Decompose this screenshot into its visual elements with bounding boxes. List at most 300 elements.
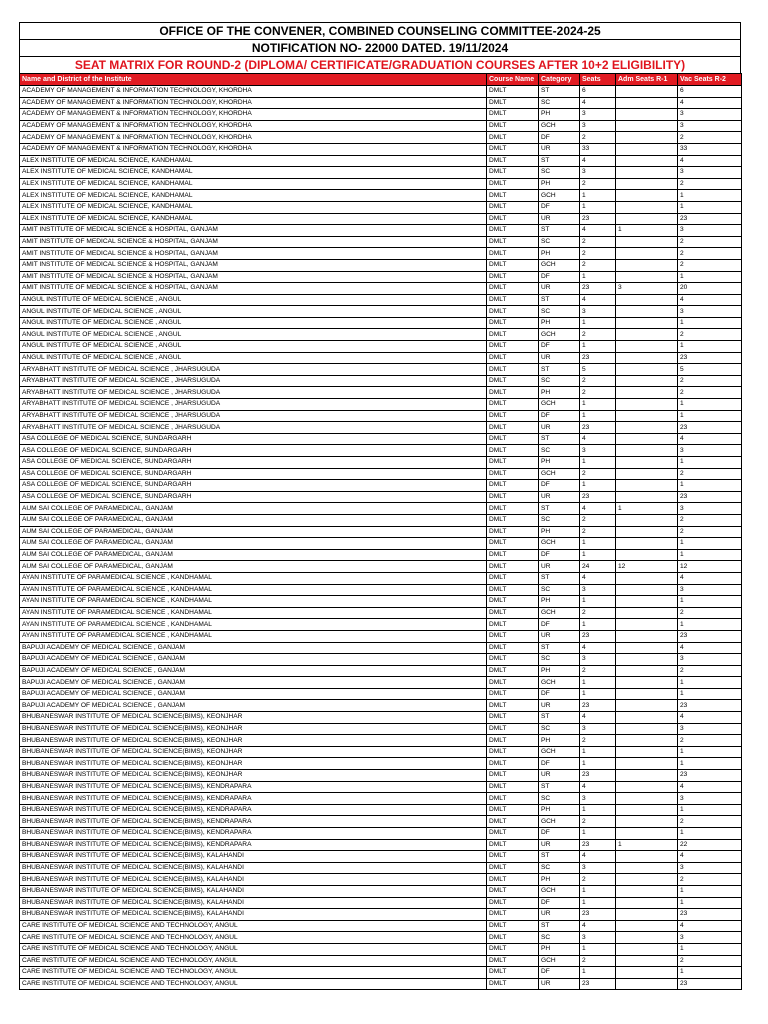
table-row xyxy=(20,746,742,758)
cell-vac-seats: 2 xyxy=(678,735,742,747)
cell-category: ST xyxy=(539,503,580,515)
cell-institute: BHUBANESWAR INSTITUTE OF MEDICAL SCIENCE(BIMS), KALAHANDI xyxy=(20,909,487,921)
cell-course: DMLT xyxy=(487,978,539,990)
cell-adm-seats xyxy=(616,630,678,642)
table-row xyxy=(20,271,742,283)
cell-seats: 23 xyxy=(580,700,616,712)
cell-course: DMLT xyxy=(487,816,539,828)
cell-category: UR xyxy=(539,839,580,851)
cell-category: UR xyxy=(539,909,580,921)
cell-category: UR xyxy=(539,213,580,225)
table-row xyxy=(20,630,742,642)
cell-category: SC xyxy=(539,514,580,526)
cell-adm-seats xyxy=(616,294,678,306)
cell-course: DMLT xyxy=(487,225,539,237)
cell-seats: 2 xyxy=(580,375,616,387)
cell-seats: 1 xyxy=(580,480,616,492)
cell-vac-seats: 3 xyxy=(678,793,742,805)
cell-adm-seats: 1 xyxy=(616,225,678,237)
cell-course: DMLT xyxy=(487,422,539,434)
cell-vac-seats: 4 xyxy=(678,781,742,793)
table-row xyxy=(20,410,742,422)
table-row xyxy=(20,561,742,573)
cell-seats: 2 xyxy=(580,132,616,144)
cell-course: DMLT xyxy=(487,885,539,897)
cell-institute: ASA COLLEGE OF MEDICAL SCIENCE, SUNDARGARH xyxy=(20,468,487,480)
cell-seats: 23 xyxy=(580,978,616,990)
cell-seats: 1 xyxy=(580,943,616,955)
cell-course: DMLT xyxy=(487,526,539,538)
cell-institute: BHUBANESWAR INSTITUTE OF MEDICAL SCIENCE(BIMS), KENDRAPARA xyxy=(20,828,487,840)
cell-course: DMLT xyxy=(487,294,539,306)
cell-institute: ASA COLLEGE OF MEDICAL SCIENCE, SUNDARGARH xyxy=(20,457,487,469)
cell-institute: ARYABHATT INSTITUTE OF MEDICAL SCIENCE , JHARSUGUDA xyxy=(20,399,487,411)
cell-vac-seats: 1 xyxy=(678,596,742,608)
table-row xyxy=(20,457,742,469)
cell-course: DMLT xyxy=(487,758,539,770)
cell-course: DMLT xyxy=(487,387,539,399)
cell-seats: 2 xyxy=(580,236,616,248)
cell-course: DMLT xyxy=(487,677,539,689)
cell-institute: BAPUJI ACADEMY OF MEDICAL SCIENCE , GANJAM xyxy=(20,688,487,700)
cell-institute: AUM SAI COLLEGE OF PARAMEDICAL, GANJAM xyxy=(20,526,487,538)
cell-seats: 1 xyxy=(580,190,616,202)
col-header-category: Category xyxy=(539,74,580,86)
cell-seats: 2 xyxy=(580,735,616,747)
cell-institute: ACADEMY OF MANAGEMENT & INFORMATION TECHNOLOGY, KHORDHA xyxy=(20,109,487,121)
cell-seats: 23 xyxy=(580,213,616,225)
cell-course: DMLT xyxy=(487,793,539,805)
cell-adm-seats xyxy=(616,549,678,561)
table-row xyxy=(20,167,742,179)
cell-vac-seats: 1 xyxy=(678,885,742,897)
table-row xyxy=(20,862,742,874)
cell-vac-seats: 3 xyxy=(678,109,742,121)
cell-category: SC xyxy=(539,97,580,109)
cell-vac-seats: 23 xyxy=(678,352,742,364)
cell-institute: AUM SAI COLLEGE OF PARAMEDICAL, GANJAM xyxy=(20,538,487,550)
cell-institute: BHUBANESWAR INSTITUTE OF MEDICAL SCIENCE(BIMS), KENDRAPARA xyxy=(20,793,487,805)
cell-institute: BHUBANESWAR INSTITUTE OF MEDICAL SCIENCE(BIMS), KALAHANDI xyxy=(20,851,487,863)
cell-adm-seats xyxy=(616,700,678,712)
cell-category: SC xyxy=(539,306,580,318)
cell-category: SC xyxy=(539,654,580,666)
table-row xyxy=(20,503,742,515)
cell-course: DMLT xyxy=(487,143,539,155)
cell-adm-seats: 1 xyxy=(616,503,678,515)
cell-vac-seats: 1 xyxy=(678,271,742,283)
cell-vac-seats: 1 xyxy=(678,758,742,770)
cell-adm-seats xyxy=(616,665,678,677)
table-row xyxy=(20,329,742,341)
table-row xyxy=(20,190,742,202)
cell-course: DMLT xyxy=(487,86,539,98)
cell-institute: BAPUJI ACADEMY OF MEDICAL SCIENCE , GANJAM xyxy=(20,677,487,689)
table-row xyxy=(20,758,742,770)
cell-course: DMLT xyxy=(487,920,539,932)
cell-seats: 2 xyxy=(580,607,616,619)
table-row xyxy=(20,468,742,480)
cell-vac-seats: 1 xyxy=(678,201,742,213)
cell-institute: AYAN INSTITUTE OF PARAMEDICAL SCIENCE , KANDHAMAL xyxy=(20,619,487,631)
cell-course: DMLT xyxy=(487,955,539,967)
cell-vac-seats: 1 xyxy=(678,317,742,329)
cell-seats: 2 xyxy=(580,329,616,341)
col-header-course: Course Name xyxy=(487,74,539,86)
cell-course: DMLT xyxy=(487,839,539,851)
cell-category: ST xyxy=(539,155,580,167)
cell-adm-seats xyxy=(616,955,678,967)
cell-vac-seats: 4 xyxy=(678,294,742,306)
cell-seats: 2 xyxy=(580,387,616,399)
cell-course: DMLT xyxy=(487,306,539,318)
cell-adm-seats xyxy=(616,897,678,909)
cell-seats: 3 xyxy=(580,862,616,874)
table-row xyxy=(20,851,742,863)
cell-vac-seats: 22 xyxy=(678,839,742,851)
cell-seats: 1 xyxy=(580,341,616,353)
cell-seats: 24 xyxy=(580,561,616,573)
cell-vac-seats: 2 xyxy=(678,248,742,260)
cell-seats: 4 xyxy=(580,572,616,584)
cell-adm-seats: 1 xyxy=(616,839,678,851)
cell-course: DMLT xyxy=(487,712,539,724)
cell-vac-seats: 5 xyxy=(678,364,742,376)
cell-category: UR xyxy=(539,491,580,503)
cell-category: PH xyxy=(539,248,580,260)
table-row xyxy=(20,352,742,364)
cell-category: PH xyxy=(539,178,580,190)
cell-course: DMLT xyxy=(487,329,539,341)
table-row xyxy=(20,793,742,805)
table-row xyxy=(20,143,742,155)
table-row xyxy=(20,607,742,619)
col-header-seats: Seats xyxy=(580,74,616,86)
table-row xyxy=(20,596,742,608)
cell-adm-seats xyxy=(616,375,678,387)
cell-seats: 1 xyxy=(580,399,616,411)
cell-seats: 3 xyxy=(580,306,616,318)
cell-institute: BAPUJI ACADEMY OF MEDICAL SCIENCE , GANJAM xyxy=(20,642,487,654)
col-header-adm-seats: Adm Seats R-1 xyxy=(616,74,678,86)
cell-course: DMLT xyxy=(487,746,539,758)
cell-course: DMLT xyxy=(487,271,539,283)
cell-category: SC xyxy=(539,445,580,457)
cell-institute: AUM SAI COLLEGE OF PARAMEDICAL, GANJAM xyxy=(20,549,487,561)
cell-adm-seats xyxy=(616,491,678,503)
col-header-vac-seats: Vac Seats R-2 xyxy=(678,74,742,86)
cell-institute: BHUBANESWAR INSTITUTE OF MEDICAL SCIENCE(BIMS), KALAHANDI xyxy=(20,874,487,886)
cell-course: DMLT xyxy=(487,503,539,515)
cell-category: DF xyxy=(539,271,580,283)
cell-institute: BAPUJI ACADEMY OF MEDICAL SCIENCE , GANJAM xyxy=(20,654,487,666)
cell-seats: 4 xyxy=(580,433,616,445)
cell-category: UR xyxy=(539,352,580,364)
cell-vac-seats: 3 xyxy=(678,306,742,318)
table-row xyxy=(20,897,742,909)
cell-seats: 6 xyxy=(580,86,616,98)
table-row xyxy=(20,677,742,689)
cell-category: UR xyxy=(539,422,580,434)
cell-seats: 1 xyxy=(580,758,616,770)
cell-vac-seats: 1 xyxy=(678,619,742,631)
table-row xyxy=(20,549,742,561)
table-row xyxy=(20,259,742,271)
cell-adm-seats xyxy=(616,201,678,213)
cell-institute: CARE INSTITUTE OF MEDICAL SCIENCE AND TECHNOLOGY, ANGUL xyxy=(20,932,487,944)
cell-institute: ARYABHATT INSTITUTE OF MEDICAL SCIENCE , JHARSUGUDA xyxy=(20,387,487,399)
cell-category: SC xyxy=(539,236,580,248)
cell-institute: ALEX INSTITUTE OF MEDICAL SCIENCE, KANDHAMAL xyxy=(20,167,487,179)
table-row xyxy=(20,283,742,295)
cell-vac-seats: 2 xyxy=(678,132,742,144)
cell-vac-seats: 1 xyxy=(678,457,742,469)
cell-category: GCH xyxy=(539,468,580,480)
table-row xyxy=(20,132,742,144)
cell-adm-seats xyxy=(616,514,678,526)
table-row xyxy=(20,816,742,828)
table-row xyxy=(20,97,742,109)
cell-category: PH xyxy=(539,457,580,469)
cell-institute: CARE INSTITUTE OF MEDICAL SCIENCE AND TECHNOLOGY, ANGUL xyxy=(20,978,487,990)
cell-vac-seats: 1 xyxy=(678,480,742,492)
cell-institute: CARE INSTITUTE OF MEDICAL SCIENCE AND TECHNOLOGY, ANGUL xyxy=(20,955,487,967)
cell-adm-seats xyxy=(616,178,678,190)
cell-seats: 1 xyxy=(580,688,616,700)
cell-seats: 5 xyxy=(580,364,616,376)
cell-vac-seats: 20 xyxy=(678,283,742,295)
cell-institute: ACADEMY OF MANAGEMENT & INFORMATION TECHNOLOGY, KHORDHA xyxy=(20,86,487,98)
cell-vac-seats: 2 xyxy=(678,955,742,967)
cell-category: ST xyxy=(539,851,580,863)
cell-course: DMLT xyxy=(487,201,539,213)
cell-vac-seats: 1 xyxy=(678,897,742,909)
cell-adm-seats xyxy=(616,735,678,747)
table-row xyxy=(20,712,742,724)
cell-institute: ALEX INSTITUTE OF MEDICAL SCIENCE, KANDHAMAL xyxy=(20,213,487,225)
cell-institute: ARYABHATT INSTITUTE OF MEDICAL SCIENCE , JHARSUGUDA xyxy=(20,410,487,422)
cell-institute: AMIT INSTITUTE OF MEDICAL SCIENCE & HOSPITAL, GANJAM xyxy=(20,225,487,237)
cell-seats: 4 xyxy=(580,503,616,515)
table-header-row xyxy=(20,74,742,86)
cell-adm-seats xyxy=(616,688,678,700)
cell-seats: 23 xyxy=(580,839,616,851)
table-row xyxy=(20,665,742,677)
cell-adm-seats xyxy=(616,758,678,770)
table-row xyxy=(20,294,742,306)
cell-adm-seats xyxy=(616,978,678,990)
cell-institute: ACADEMY OF MANAGEMENT & INFORMATION TECHNOLOGY, KHORDHA xyxy=(20,132,487,144)
cell-institute: AYAN INSTITUTE OF PARAMEDICAL SCIENCE , KANDHAMAL xyxy=(20,607,487,619)
cell-seats: 3 xyxy=(580,120,616,132)
cell-course: DMLT xyxy=(487,862,539,874)
cell-adm-seats xyxy=(616,909,678,921)
cell-institute: AMIT INSTITUTE OF MEDICAL SCIENCE & HOSPITAL, GANJAM xyxy=(20,283,487,295)
cell-institute: ANGUL INSTITUTE OF MEDICAL SCIENCE , ANGUL xyxy=(20,306,487,318)
cell-vac-seats: 2 xyxy=(678,514,742,526)
cell-institute: AYAN INSTITUTE OF PARAMEDICAL SCIENCE , KANDHAMAL xyxy=(20,572,487,584)
cell-seats: 1 xyxy=(580,967,616,979)
cell-seats: 1 xyxy=(580,549,616,561)
cell-course: DMLT xyxy=(487,770,539,782)
cell-vac-seats: 23 xyxy=(678,213,742,225)
cell-institute: ANGUL INSTITUTE OF MEDICAL SCIENCE , ANGUL xyxy=(20,317,487,329)
document-title: SEAT MATRIX FOR ROUND-2 (DIPLOMA/ CERTIFICATE/GRADUATION COURSES AFTER 10+2 ELIGIBILITY) xyxy=(19,56,741,73)
cell-category: UR xyxy=(539,978,580,990)
cell-category: SC xyxy=(539,723,580,735)
cell-course: DMLT xyxy=(487,584,539,596)
cell-adm-seats xyxy=(616,190,678,202)
cell-course: DMLT xyxy=(487,967,539,979)
cell-seats: 1 xyxy=(580,271,616,283)
cell-institute: ACADEMY OF MANAGEMENT & INFORMATION TECHNOLOGY, KHORDHA xyxy=(20,143,487,155)
table-row xyxy=(20,225,742,237)
table-row xyxy=(20,306,742,318)
cell-category: PH xyxy=(539,874,580,886)
cell-vac-seats: 2 xyxy=(678,874,742,886)
table-body xyxy=(20,86,742,990)
cell-vac-seats: 2 xyxy=(678,329,742,341)
cell-category: GCH xyxy=(539,120,580,132)
cell-institute: AUM SAI COLLEGE OF PARAMEDICAL, GANJAM xyxy=(20,561,487,573)
cell-vac-seats: 23 xyxy=(678,700,742,712)
cell-adm-seats xyxy=(616,457,678,469)
cell-category: DF xyxy=(539,549,580,561)
cell-seats: 1 xyxy=(580,538,616,550)
table-row xyxy=(20,236,742,248)
table-row xyxy=(20,120,742,132)
cell-adm-seats xyxy=(616,236,678,248)
cell-course: DMLT xyxy=(487,283,539,295)
cell-vac-seats: 1 xyxy=(678,341,742,353)
cell-category: ST xyxy=(539,642,580,654)
cell-course: DMLT xyxy=(487,514,539,526)
cell-category: DF xyxy=(539,410,580,422)
cell-institute: AUM SAI COLLEGE OF PARAMEDICAL, GANJAM xyxy=(20,503,487,515)
cell-adm-seats xyxy=(616,410,678,422)
cell-adm-seats xyxy=(616,399,678,411)
cell-institute: CARE INSTITUTE OF MEDICAL SCIENCE AND TECHNOLOGY, ANGUL xyxy=(20,967,487,979)
cell-adm-seats xyxy=(616,967,678,979)
cell-course: DMLT xyxy=(487,665,539,677)
cell-adm-seats xyxy=(616,677,678,689)
cell-course: DMLT xyxy=(487,480,539,492)
cell-seats: 2 xyxy=(580,178,616,190)
cell-category: DF xyxy=(539,132,580,144)
cell-seats: 4 xyxy=(580,97,616,109)
cell-vac-seats: 1 xyxy=(678,746,742,758)
cell-course: DMLT xyxy=(487,167,539,179)
cell-category: GCH xyxy=(539,677,580,689)
table-row xyxy=(20,341,742,353)
cell-category: ST xyxy=(539,364,580,376)
cell-adm-seats xyxy=(616,920,678,932)
cell-adm-seats xyxy=(616,143,678,155)
cell-adm-seats xyxy=(616,445,678,457)
cell-vac-seats: 23 xyxy=(678,422,742,434)
cell-vac-seats: 1 xyxy=(678,410,742,422)
cell-institute: AUM SAI COLLEGE OF PARAMEDICAL, GANJAM xyxy=(20,514,487,526)
cell-seats: 2 xyxy=(580,526,616,538)
cell-adm-seats xyxy=(616,781,678,793)
cell-category: ST xyxy=(539,781,580,793)
cell-adm-seats xyxy=(616,271,678,283)
cell-adm-seats xyxy=(616,480,678,492)
cell-vac-seats: 1 xyxy=(678,967,742,979)
cell-course: DMLT xyxy=(487,654,539,666)
cell-adm-seats xyxy=(616,317,678,329)
table-row xyxy=(20,781,742,793)
cell-seats: 2 xyxy=(580,816,616,828)
cell-category: UR xyxy=(539,630,580,642)
cell-institute: ASA COLLEGE OF MEDICAL SCIENCE, SUNDARGARH xyxy=(20,491,487,503)
cell-category: SC xyxy=(539,932,580,944)
cell-institute: ARYABHATT INSTITUTE OF MEDICAL SCIENCE , JHARSUGUDA xyxy=(20,422,487,434)
cell-institute: BHUBANESWAR INSTITUTE OF MEDICAL SCIENCE(BIMS), KENDRAPARA xyxy=(20,781,487,793)
cell-seats: 4 xyxy=(580,642,616,654)
cell-course: DMLT xyxy=(487,468,539,480)
cell-category: DF xyxy=(539,758,580,770)
table-row xyxy=(20,375,742,387)
cell-seats: 2 xyxy=(580,514,616,526)
cell-adm-seats xyxy=(616,862,678,874)
cell-vac-seats: 3 xyxy=(678,167,742,179)
cell-course: DMLT xyxy=(487,178,539,190)
cell-vac-seats: 4 xyxy=(678,712,742,724)
cell-adm-seats xyxy=(616,793,678,805)
cell-vac-seats: 1 xyxy=(678,190,742,202)
cell-adm-seats xyxy=(616,86,678,98)
cell-category: GCH xyxy=(539,607,580,619)
cell-seats: 1 xyxy=(580,596,616,608)
cell-category: ST xyxy=(539,920,580,932)
cell-institute: BHUBANESWAR INSTITUTE OF MEDICAL SCIENCE(BIMS), KALAHANDI xyxy=(20,885,487,897)
cell-course: DMLT xyxy=(487,364,539,376)
cell-seats: 4 xyxy=(580,781,616,793)
cell-institute: CARE INSTITUTE OF MEDICAL SCIENCE AND TECHNOLOGY, ANGUL xyxy=(20,943,487,955)
cell-vac-seats: 2 xyxy=(678,607,742,619)
cell-seats: 4 xyxy=(580,294,616,306)
cell-institute: ALEX INSTITUTE OF MEDICAL SCIENCE, KANDHAMAL xyxy=(20,201,487,213)
cell-category: SC xyxy=(539,793,580,805)
cell-vac-seats: 2 xyxy=(678,526,742,538)
cell-adm-seats xyxy=(616,120,678,132)
cell-adm-seats xyxy=(616,723,678,735)
table-row xyxy=(20,804,742,816)
cell-adm-seats xyxy=(616,306,678,318)
cell-institute: BHUBANESWAR INSTITUTE OF MEDICAL SCIENCE(BIMS), KENDRAPARA xyxy=(20,839,487,851)
cell-institute: ACADEMY OF MANAGEMENT & INFORMATION TECHNOLOGY, KHORDHA xyxy=(20,120,487,132)
cell-institute: ARYABHATT INSTITUTE OF MEDICAL SCIENCE , JHARSUGUDA xyxy=(20,375,487,387)
table-row xyxy=(20,932,742,944)
cell-category: DF xyxy=(539,480,580,492)
cell-seats: 4 xyxy=(580,920,616,932)
cell-adm-seats xyxy=(616,259,678,271)
cell-institute: BHUBANESWAR INSTITUTE OF MEDICAL SCIENCE(BIMS), KEONJHAR xyxy=(20,758,487,770)
cell-vac-seats: 3 xyxy=(678,932,742,944)
table-row xyxy=(20,967,742,979)
table-row xyxy=(20,735,742,747)
table-row xyxy=(20,978,742,990)
cell-category: GCH xyxy=(539,816,580,828)
cell-adm-seats xyxy=(616,874,678,886)
cell-adm-seats xyxy=(616,433,678,445)
table-row xyxy=(20,723,742,735)
cell-seats: 23 xyxy=(580,909,616,921)
cell-category: GCH xyxy=(539,746,580,758)
cell-category: PH xyxy=(539,943,580,955)
cell-course: DMLT xyxy=(487,445,539,457)
